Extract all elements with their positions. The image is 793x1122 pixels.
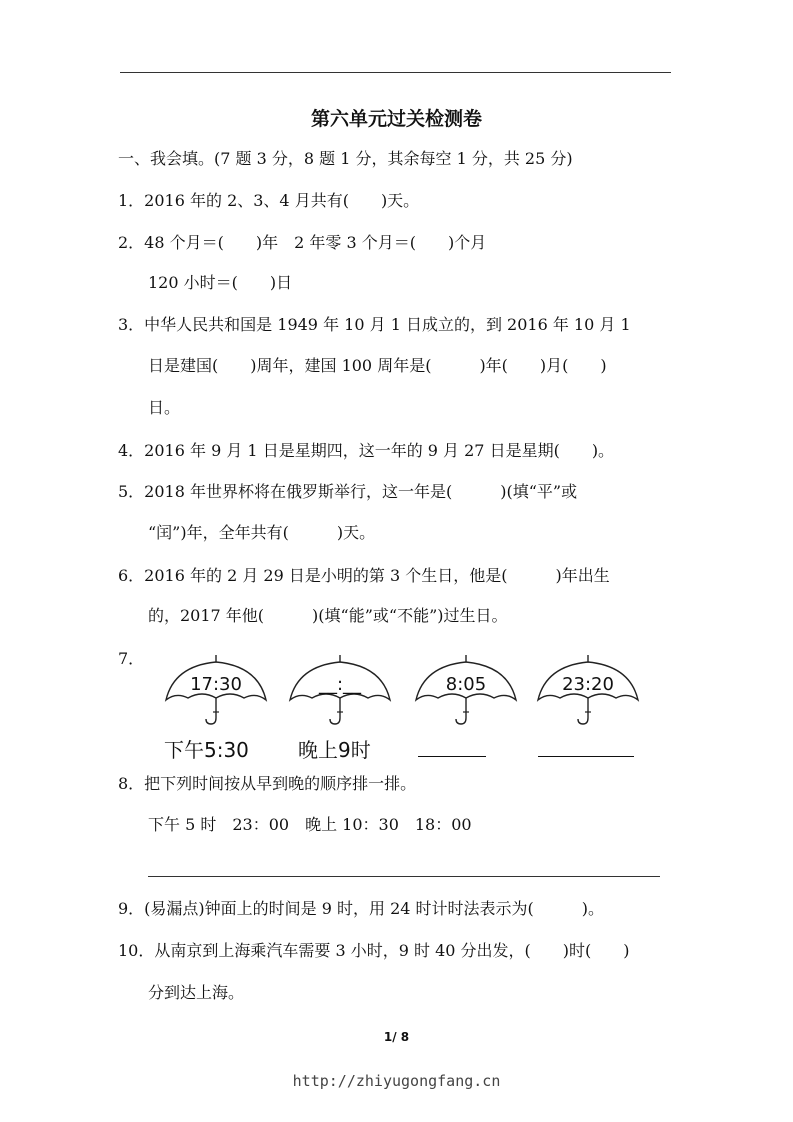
footer-url: http://zhiyugongfang.cn: [292, 1072, 501, 1090]
page-title: 第六单元过关检测卷: [310, 108, 482, 130]
question-10-line-1: 10．从南京到上海乘汽车需要 3 小时，9 时 40 分出发，( )时( ): [118, 941, 630, 960]
question-2-line-2: 120 小时＝( )日: [148, 273, 293, 292]
answer-blank: [418, 756, 486, 757]
question-1: 1．2016 年的 2、3、4 月共有( )天。: [118, 191, 420, 210]
umbrella-time: 23:20: [562, 674, 614, 695]
question-3-line-1: 3．中华人民共和国是 1949 年 10 月 1 日成立的，到 2016 年 10 月 1: [118, 315, 631, 334]
umbrella-icon: [414, 652, 518, 730]
question-4: 4．2016 年 9 月 1 日是星期四，这一年的 9 月 27 日是星期( )。: [118, 441, 615, 460]
question-5-line-1: 5．2018 年世界杯将在俄罗斯举行，这一年是( )(填“平”或: [118, 482, 578, 501]
question-3-line-3: 日。: [148, 398, 181, 417]
umbrella-time: 8:05: [445, 674, 487, 695]
section-heading: 一、我会填。(7 题 3 分，8 题 1 分，其余每空 1 分，共 25 分): [118, 149, 573, 168]
umbrella-label: 晚上9时: [298, 738, 371, 762]
question-6-line-2: 的，2017 年他( )(填“能”或“不能”)过生日。: [148, 606, 508, 625]
page-number: 1/ 8: [383, 1030, 410, 1044]
umbrella-label: 下午5:30: [164, 738, 249, 762]
question-7: 7．: [118, 649, 145, 668]
question-2-line-1: 2．48 个月＝( )年 2 年零 3 个月＝( )个月: [118, 233, 487, 252]
umbrella-icon: [536, 652, 640, 730]
question-9: 9．(易漏点)钟面上的时间是 9 时，用 24 时计时法表示为( )。: [118, 899, 605, 918]
answer-blank: [538, 756, 634, 757]
question-10-line-2: 分到达上海。: [148, 983, 245, 1002]
question-5-line-2: “闰”)年，全年共有( )天。: [148, 523, 376, 542]
top-rule: [120, 72, 671, 73]
question-8-line-1: 8．把下列时间按从早到晚的顺序排一排。: [118, 774, 417, 793]
question-8-line-2: 下午 5 时 23：00 晚上 10：30 18：00: [148, 815, 472, 834]
answer-line: [148, 876, 660, 877]
umbrella-icon: [288, 652, 392, 730]
umbrella-time: __:__: [318, 674, 362, 695]
question-3-line-2: 日是建国( )周年，建国 100 周年是( )年( )月( ): [148, 356, 607, 375]
question-6-line-1: 6．2016 年的 2 月 29 日是小明的第 3 个生日，他是( )年出生: [118, 566, 610, 585]
umbrella-icon: [164, 652, 268, 730]
umbrella-row: [118, 646, 678, 766]
umbrella-time: 17:30: [190, 674, 242, 695]
